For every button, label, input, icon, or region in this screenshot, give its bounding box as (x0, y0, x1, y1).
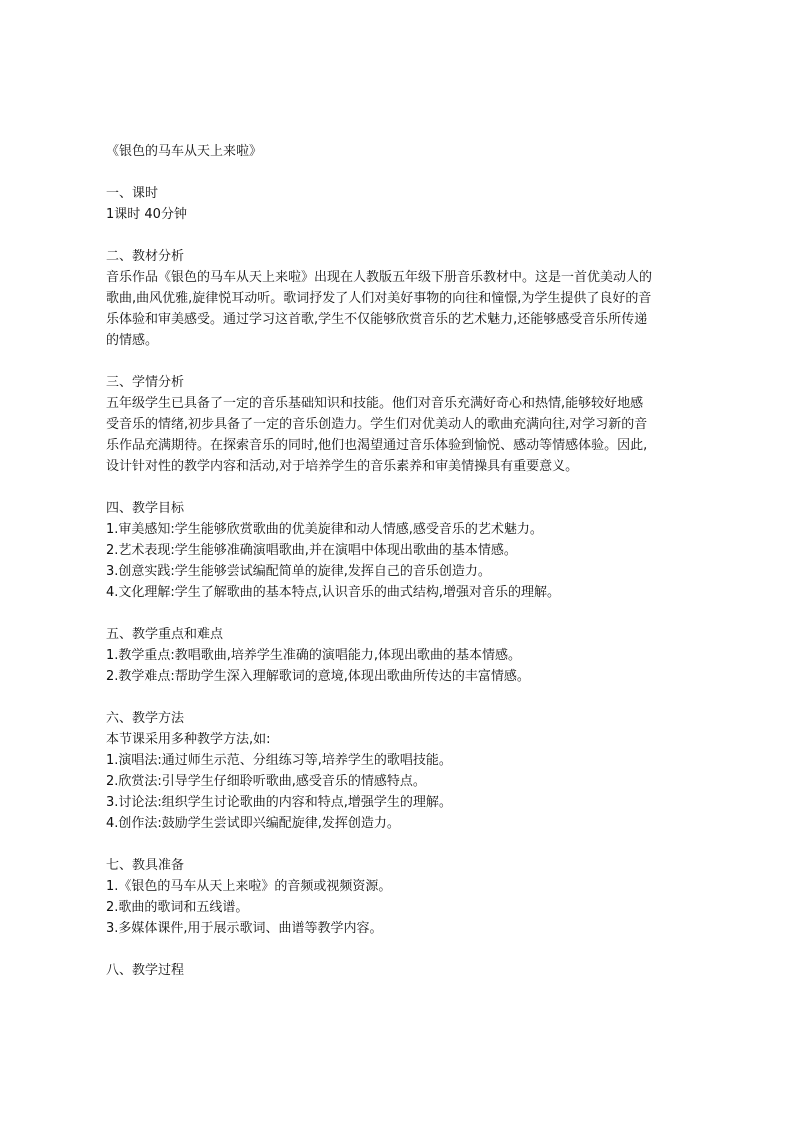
section-key-points (106, 624, 706, 687)
paragraph-line: 音乐作品《银色的马车从天上来啦》出现在人教版五年级下册音乐教材中。这是一首优美动人的 (106, 270, 653, 285)
section-heading: 一、课时 (106, 186, 159, 201)
list-item: 2.欣赏法:引导学生仔细聆听歌曲,感受音乐的情感特点。 (106, 774, 426, 789)
list-item: 1.审美感知:学生能够欣赏歌曲的优美旋律和动人情感,感受音乐的艺术魅力。 (106, 522, 543, 537)
section-teaching-methods (106, 708, 706, 834)
paragraph-line: 设计针对性的教学内容和活动,对于培养学生的音乐素养和审美情操具有重要意义。 (106, 459, 579, 474)
section-heading: 二、教材分析 (106, 249, 185, 264)
list-item: 3.讨论法:组织学生讨论歌曲的内容和特点,增强学生的理解。 (106, 795, 452, 810)
list-item: 2.艺术表现:学生能够准确演唱歌曲,并在演唱中体现出歌曲的基本情感。 (106, 543, 517, 558)
list-item: 1.教学重点:教唱歌曲,培养学生准确的演唱能力,体现出歌曲的基本情感。 (106, 648, 522, 663)
section-heading: 四、教学目标 (106, 501, 185, 516)
section-heading: 七、教具准备 (106, 858, 185, 873)
section-heading: 八、教学过程 (106, 963, 185, 978)
paragraph-line: 歌曲,曲风优雅,旋律悦耳动听。歌词抒发了人们对美好事物的向往和憧憬,为学生提供了良好的音 (106, 291, 652, 306)
paragraph-line: 乐体验和审美感受。通过学习这首歌,学生不仅能够欣赏音乐的艺术魅力,还能够感受音乐所传递 (106, 312, 648, 327)
paragraph-line: 乐作品充满期待。在探索音乐的同时,他们也渴望通过音乐体验到愉悦、感动等情感体验。因此, (106, 438, 648, 453)
list-item: 本节课采用多种教学方法,如: (106, 732, 271, 747)
section-student-analysis (106, 372, 706, 477)
list-item: 3.创意实践:学生能够尝试编配简单的旋律,发挥自己的音乐创造力。 (106, 564, 491, 579)
list-item: 1.演唱法:通过师生示范、分组练习等,培养学生的歌唱技能。 (106, 753, 452, 768)
section-heading: 六、教学方法 (106, 711, 185, 726)
paragraph-line: 五年级学生已具备了一定的音乐基础知识和技能。他们对音乐充满好奇心和热情,能够较好地感 (106, 396, 644, 411)
section-heading: 五、教学重点和难点 (106, 627, 224, 642)
section-textbook-analysis (106, 246, 706, 351)
section-teaching-goals (106, 498, 706, 603)
section-line: 1课时 40分钟 (106, 207, 187, 222)
paragraph-line: 的情感。 (106, 333, 159, 348)
list-item: 2.教学难点:帮助学生深入理解歌词的意境,体现出歌曲所传达的丰富情感。 (106, 669, 530, 684)
list-item: 4.创作法:鼓励学生尝试即兴编配旋律,发挥创造力。 (106, 816, 400, 831)
document-page (106, 141, 706, 1002)
section-teaching-process (106, 960, 706, 981)
list-item: 4.文化理解:学生了解歌曲的基本特点,认识音乐的曲式结构,增强对音乐的理解。 (106, 585, 561, 600)
section-class-hours (106, 183, 706, 225)
list-item: 3.多媒体课件,用于展示歌词、曲谱等教学内容。 (106, 921, 383, 936)
section-heading: 三、学情分析 (106, 375, 185, 390)
paragraph-line: 受音乐的情绪,初步具备了一定的音乐创造力。学生们对优美动人的歌曲充满向往,对学习新的音 (106, 417, 648, 432)
list-item: 2.歌曲的歌词和五线谱。 (106, 900, 249, 915)
list-item: 1.《银色的马车从天上来啦》的音频或视频资源。 (106, 879, 392, 894)
document-title: 《银色的马车从天上来啦》 (106, 144, 263, 159)
section-teaching-aids (106, 855, 706, 939)
